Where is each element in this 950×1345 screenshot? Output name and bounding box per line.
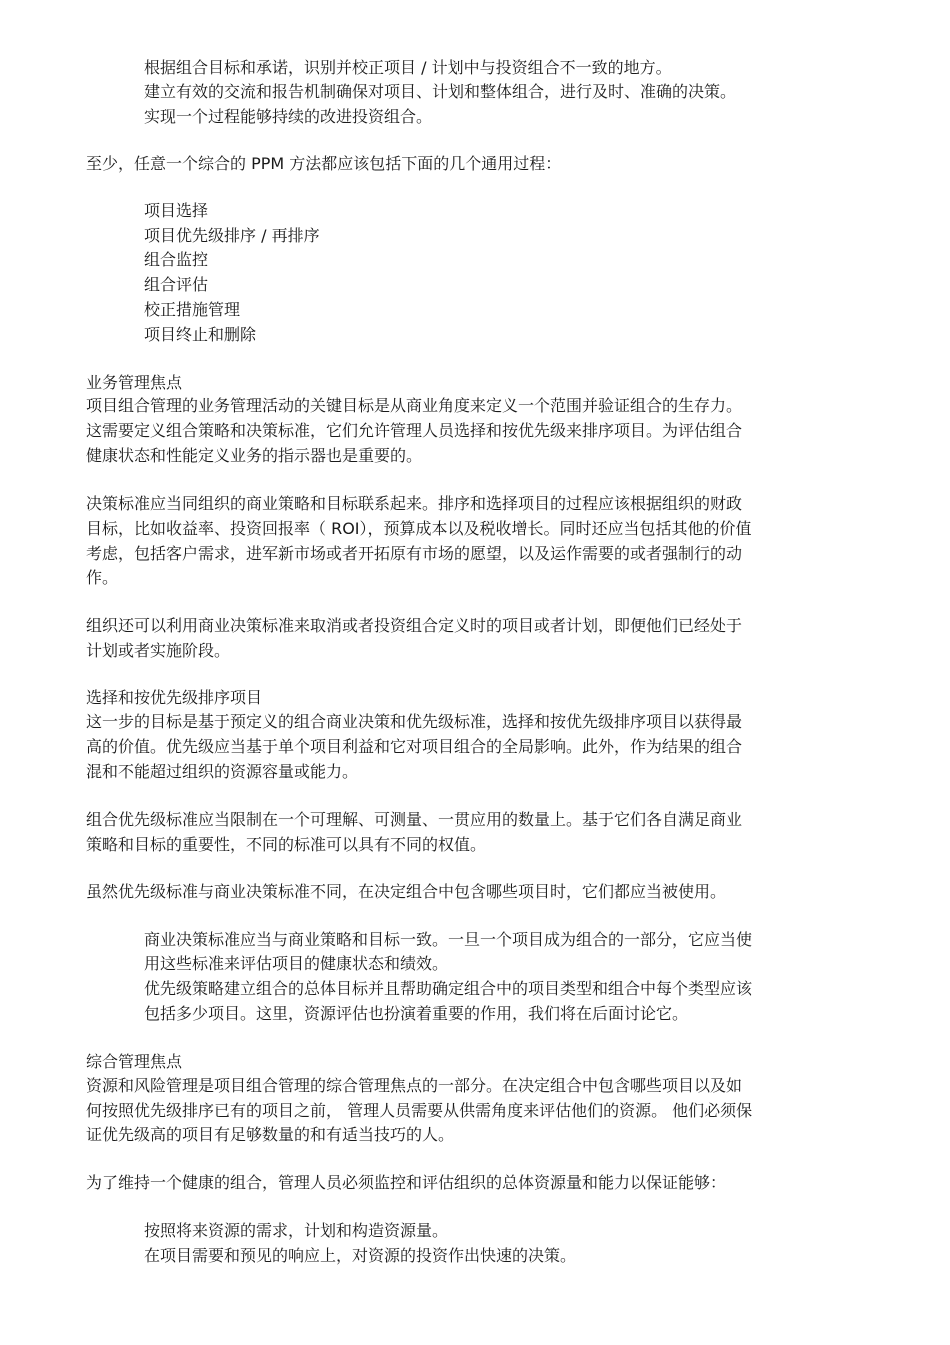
indented-line: 按照将来资源的需求，计划和构造资源量。 xyxy=(144,1221,449,1240)
indented-line: 项目终止和删除 xyxy=(144,325,257,344)
indented-line: 项目优先级排序 / 再排序 xyxy=(144,226,320,245)
indented-line: 组合监控 xyxy=(144,250,209,269)
text-line: 组织还可以利用商业决策标准来取消或者投资组合定义时的项目或者计划，即便他们已经处于 xyxy=(86,616,743,635)
text-line: 决策标准应当同组织的商业策略和目标联系起来。排序和选择项目的过程应该根据组织的财政 xyxy=(86,494,743,513)
text-line: 这需要定义组合策略和决策标准，它们允许管理人员选择和按优先级来排序项目。为评估组合 xyxy=(86,421,743,440)
indented-line: 用这些标准来评估项目的健康状态和绩效。 xyxy=(144,954,449,973)
indented-line: 优先级策略建立组合的总体目标并且帮助确定组合中的项目类型和组合中每个类型应该 xyxy=(144,979,753,998)
text-line: 项目组合管理的业务管理活动的关键目标是从商业角度来定义一个范围并验证组合的生存力。 xyxy=(86,396,743,415)
indented-line: 包括多少项目。这里，资源评估也扮演着重要的作用，我们将在后面讨论它。 xyxy=(144,1004,689,1023)
text-line: 高的价值。优先级应当基于单个项目利益和它对项目组合的全局影响。此外，作为结果的组合 xyxy=(86,737,743,756)
text-line: 业务管理焦点 xyxy=(86,373,183,392)
text-line: 何按照优先级排序已有的项目之前， 管理人员需要从供需角度来评估他们的资源。 他们必须保 xyxy=(86,1101,753,1120)
text-line: 目标，比如收益率、投资回报率（ ROI），预算成本以及税收增长。同时还应当包括其他的价值 xyxy=(86,519,752,538)
text-line: 资源和风险管理是项目组合管理的综合管理焦点的一部分。在决定组合中包含哪些项目以及如 xyxy=(86,1076,743,1095)
indented-line: 项目选择 xyxy=(144,201,209,220)
text-line: 证优先级高的项目有足够数量的和有适当技巧的人。 xyxy=(86,1125,455,1144)
indented-line: 在项目需要和预见的响应上，对资源的投资作出快速的决策。 xyxy=(144,1246,577,1265)
text-line: 综合管理焦点 xyxy=(86,1052,183,1071)
indented-line: 建立有效的交流和报告机制确保对项目、计划和整体组合，进行及时、准确的决策。 xyxy=(144,82,737,101)
text-line: 作。 xyxy=(86,568,119,587)
text-line: 为了维持一个健康的组合，管理人员必须监控和评估组织的总体资源量和能力以保证能够： xyxy=(86,1173,727,1192)
indented-line: 组合评估 xyxy=(144,275,209,294)
text-line: 虽然优先级标准与商业决策标准不同，在决定组合中包含哪些项目时，它们都应当被使用。 xyxy=(86,882,727,901)
text-line: 策略和目标的重要性，不同的标准可以具有不同的权值。 xyxy=(86,835,487,854)
indented-line: 校正措施管理 xyxy=(144,300,241,319)
indented-line: 根据组合目标和承诺，识别并校正项目 / 计划中与投资组合不一致的地方。 xyxy=(144,58,672,77)
text-line: 选择和按优先级排序项目 xyxy=(86,688,263,707)
text-line: 考虑，包括客户需求，进军新市场或者开拓原有市场的愿望，以及运作需要的或者强制行的动 xyxy=(86,544,743,563)
indented-line: 商业决策标准应当与商业策略和目标一致。一旦一个项目成为组合的一部分，它应当使 xyxy=(144,930,753,949)
text-line: 这一步的目标是基于预定义的组合商业决策和优先级标准，选择和按优先级排序项目以获得最 xyxy=(86,712,743,731)
text-line: 健康状态和性能定义业务的指示器也是重要的。 xyxy=(86,446,423,465)
text-line: 组合优先级标准应当限制在一个可理解、可测量、一贯应用的数量上。基于它们各自满足商业 xyxy=(86,810,743,829)
text-line: 计划或者实施阶段。 xyxy=(86,641,231,660)
text-line: 至少，任意一个综合的 PPM 方法都应该包括下面的几个通用过程： xyxy=(86,154,562,173)
indented-line: 实现一个过程能够持续的改进投资组合。 xyxy=(144,107,433,126)
text-line: 混和不能超过组织的资源容量或能力。 xyxy=(86,762,359,781)
